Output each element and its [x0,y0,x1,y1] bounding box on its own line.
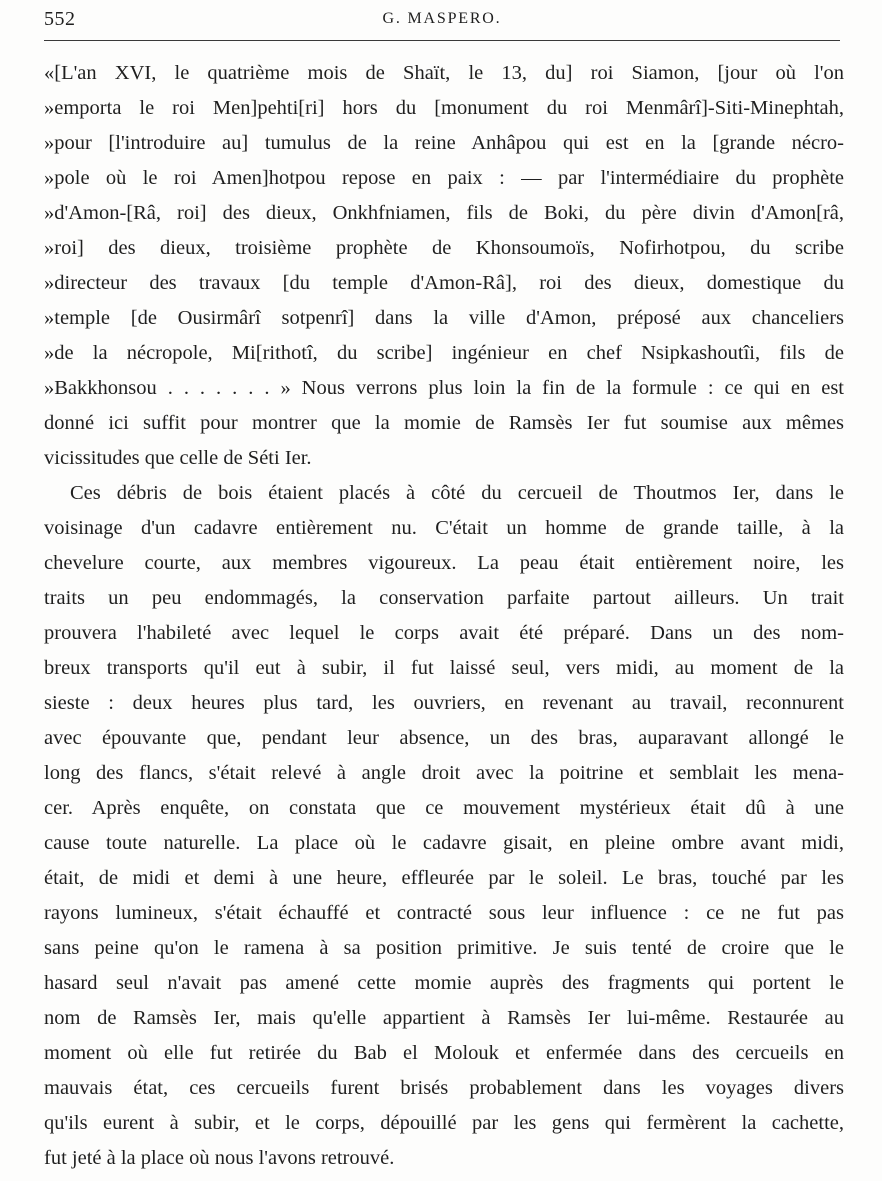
text-line: rayons lumineux, s'était échauffé et contracté sous leur influence : ce ne fut pas [44,902,844,924]
text-line: était, de midi et demi à une heure, effleurée par le soleil. Le bras, touché par les [44,867,844,889]
text-line: »pour [l'introduire au] tumulus de la reine Anhâpou qui est en la [grande nécro- [44,132,844,154]
text-line: moment où elle fut retirée du Bab el Molouk et enfermée dans des cercueils en [44,1042,844,1064]
text-line: »Bakkhonsou . . . . . . . » Nous verrons plus loin la fin de la formule : ce qui en est [44,377,844,399]
page-header [44,2,840,36]
text-line: fut jeté à la place où nous l'avons retrouvé. [44,1147,395,1169]
text-line: prouvera l'habileté avec lequel le corps avait été préparé. Dans un des nom- [44,622,844,644]
text-line: long des flancs, s'était relevé à angle droit avec la poitrine et semblait les mena- [44,762,844,784]
text-line: traits un peu endommagés, la conservation parfaite partout ailleurs. Un trait [44,587,844,609]
text-line: cer. Après enquête, on constata que ce mouvement mystérieux était dû à une [44,797,844,819]
text-line: hasard seul n'avait pas amené cette momie auprès des fragments qui portent le [44,972,844,994]
text-line: nom de Ramsès Ier, mais qu'elle appartient à Ramsès Ier lui-même. Restaurée au [44,1007,844,1029]
header-rule [44,40,840,41]
text-line: qu'ils eurent à subir, et le corps, dépouillé par les gens qui fermèrent la cachette, [44,1112,844,1134]
text-line: donné ici suffit pour montrer que la momie de Ramsès Ier fut soumise aux mêmes [44,412,844,434]
text-line: »d'Amon-[Râ, roi] des dieux, Onkhfniamen, fils de Boki, du père divin d'Amon[râ, [44,202,844,224]
text-line: cause toute naturelle. La place où le cadavre gisait, en pleine ombre avant midi, [44,832,844,854]
text-line: »roi] des dieux, troisième prophète de Khonsoumoïs, Nofirhotpou, du scribe [44,237,844,259]
text-line: breux transports qu'il eut à subir, il fut laissé seul, vers midi, au moment de la [44,657,844,679]
text-line: sans peine qu'on le ramena à sa position primitive. Je suis tenté de croire que le [44,937,844,959]
text-line: »pole où le roi Amen]hotpou repose en paix : — par l'intermédiaire du prophète [44,167,844,189]
running-head: G. MASPERO. [382,10,502,27]
text-line: vicissitudes que celle de Séti Ier. [44,447,312,469]
text-line: sieste : deux heures plus tard, les ouvriers, en revenant au travail, reconnurent [44,692,844,714]
text-line: »directeur des travaux [du temple d'Amon-Râ], roi des dieux, domestique du [44,272,844,294]
text-line: voisinage d'un cadavre entièrement nu. C'était un homme de grande taille, à la [44,517,844,539]
page-number: 552 [44,8,76,30]
text-line: Ces débris de bois étaient placés à côté du cercueil de Thoutmos Ier, dans le [70,482,844,504]
text-line: mauvais état, ces cercueils furent brisés probablement dans les voyages divers [44,1077,844,1099]
text-line: »temple [de Ousirmârî sotpenrî] dans la ville d'Amon, préposé aux chanceliers [44,307,844,329]
text-line: «[L'an XVI, le quatrième mois de Shaït, le 13, du] roi Siamon, [jour où l'on [44,62,844,84]
text-line: chevelure courte, aux membres vigoureux. La peau était entièrement noire, les [44,552,844,574]
text-line: »emporta le roi Men]pehti[ri] hors du [monument du roi Menmârî]-Siti-Minephtah, [44,97,844,119]
text-line: »de la nécropole, Mi[rithotî, du scribe] ingénieur en chef Nsipkashoutîi, fils de [44,342,844,364]
text-line: avec épouvante que, pendant leur absence, un des bras, auparavant allongé le [44,727,844,749]
